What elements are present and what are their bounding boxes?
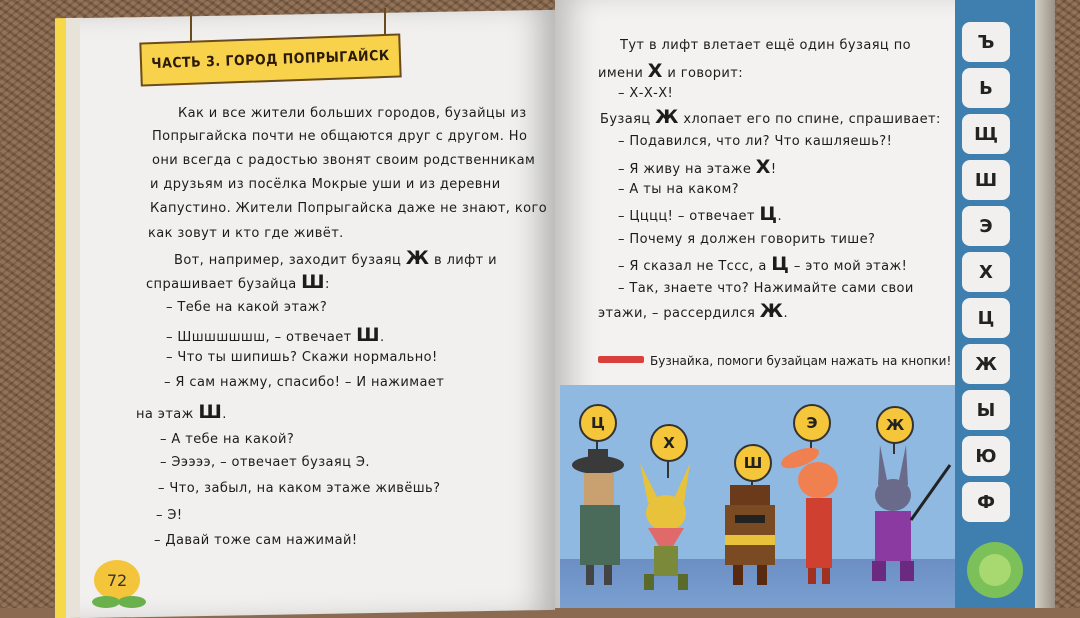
left-line-17: – Э! <box>156 508 183 523</box>
left-line-3: они всегда с радостью звонят своим родственникам <box>152 153 536 168</box>
right-line-3: – Х-Х-Х! <box>618 86 674 101</box>
left-line-6: как зовут и кто где живёт. <box>148 226 344 241</box>
left-line-5: Капустино. Жители Попрыгайска даже не знают, кого <box>150 201 548 216</box>
banner-string-left <box>190 12 192 42</box>
right-line-12-tail: . <box>783 306 788 321</box>
left-line-9: – Тебе на какой этаж? <box>166 300 328 315</box>
balloon-zh: Ж <box>876 406 914 444</box>
big-letter-sh-2: Ш <box>356 324 381 346</box>
left-line-15: – Эээээ, – отвечает бузаяц Э. <box>160 455 370 470</box>
big-letter-kh-2: Х <box>755 156 771 178</box>
big-letter-zh-right-2: Ж <box>759 300 784 322</box>
elevator-button-f[interactable]: Ф <box>962 482 1010 522</box>
left-line-8 <box>146 271 330 293</box>
right-line-2-text: имени <box>598 66 644 81</box>
elevator-button-hard-sign[interactable]: Ъ <box>962 22 1010 62</box>
red-rabbit-character <box>778 440 858 590</box>
left-line-11: – Что ты шипишь? Скажи нормально! <box>166 350 438 365</box>
balloon-sh: Ш <box>734 444 772 482</box>
right-line-12-text: этажи, – рассердился <box>598 306 756 321</box>
hat-rabbit-character <box>570 445 630 590</box>
right-line-2-tail: и говорит: <box>667 66 743 81</box>
right-line-1: Тут в лифт влетает ещё один бузаяц по <box>620 38 911 53</box>
right-line-10-text: – Я сказал не Тссс, а <box>618 259 767 274</box>
left-line-8-text: спрашивает бузайца <box>146 277 297 292</box>
big-letter-zh-right: Ж <box>655 106 679 128</box>
yellow-rabbit-character <box>630 458 705 593</box>
left-line-4: и друзьям из посёлка Мокрые уши и из деревни <box>150 177 501 192</box>
left-line-18: – Давай тоже сам нажимай! <box>154 533 358 548</box>
big-letter-ts-2: Ц <box>771 253 790 275</box>
chapter-title: ЧАСТЬ 3. ГОРОД ПОПРЫГАЙСК <box>139 33 401 86</box>
left-line-10 <box>166 324 385 346</box>
right-line-4-tail: хлопает его по спине, спрашивает: <box>683 112 941 127</box>
elevator-button-soft-sign[interactable]: Ь <box>962 68 1010 108</box>
right-line-5: – Подавился, что ли? Что кашляешь?! <box>618 134 893 149</box>
elevator-button-ts[interactable]: Ц <box>962 298 1010 338</box>
right-line-10 <box>618 253 907 275</box>
elevator-button-yu[interactable]: Ю <box>962 436 1010 476</box>
left-line-13 <box>136 401 227 423</box>
right-line-8 <box>618 203 782 225</box>
left-line-13-text: на этаж <box>136 407 194 422</box>
elevator-button-kh[interactable]: Х <box>962 252 1010 292</box>
right-line-9: – Почему я должен говорить тише? <box>618 232 876 247</box>
big-letter-zh: Ж <box>405 247 430 269</box>
right-line-6-text: – Я живу на этаже <box>618 162 752 177</box>
elevator-button-sh[interactable]: Ш <box>962 160 1010 200</box>
left-line-1: Как и все жители больших городов, бузайцы из <box>178 106 527 121</box>
cabbage-icon <box>965 530 1025 608</box>
left-line-12: – Я сам нажму, спасибо! – И нажимает <box>164 375 445 390</box>
right-line-7: – А ты на каком? <box>618 182 739 197</box>
elevator-button-shch[interactable]: Щ <box>962 114 1010 154</box>
right-line-6 <box>618 156 776 178</box>
left-page-edge <box>55 18 83 618</box>
left-line-7-text: Вот, например, заходит бузаяц <box>174 253 402 268</box>
right-line-12 <box>598 300 788 322</box>
big-letter-sh-3: Ш <box>198 401 223 423</box>
left-line-7-tail: в лифт и <box>434 253 498 268</box>
page-number: 72 <box>94 560 140 600</box>
left-line-10-tail: . <box>380 330 385 345</box>
left-line-14: – А тебе на какой? <box>160 432 295 447</box>
right-line-6-tail: ! <box>770 162 777 177</box>
right-line-11: – Так, знаете что? Нажимайте сами свои <box>618 281 914 296</box>
left-line-13-tail: . <box>222 407 227 422</box>
big-letter-ts: Ц <box>759 203 778 225</box>
right-line-2 <box>598 60 743 82</box>
right-line-4 <box>600 106 941 128</box>
right-line-8-text: – Цццц! – отвечает <box>618 209 755 224</box>
right-line-10-tail: – это мой этаж! <box>793 259 908 274</box>
balloon-kh: Х <box>650 424 688 462</box>
left-line-2: Попрыгайска почти не общаются друг с другом. Но <box>152 129 528 144</box>
left-line-8-tail: : <box>325 277 330 292</box>
pencil-icon <box>598 356 644 363</box>
elevator-button-e[interactable]: Э <box>962 206 1010 246</box>
left-line-7 <box>174 247 497 269</box>
purple-rabbit-character <box>850 445 960 585</box>
elevator-button-y[interactable]: Ы <box>962 390 1010 430</box>
elevator-button-zh[interactable]: Ж <box>962 344 1010 384</box>
flower-leaves-icon <box>88 588 148 608</box>
balloon-ts: Ц <box>579 404 617 442</box>
big-letter-sh: Ш <box>301 271 326 293</box>
balloon-e: Э <box>793 404 831 442</box>
right-line-8-tail: . <box>777 209 782 224</box>
task-prompt: Бузнайка, помоги бузайцам нажать на кнопки! <box>650 354 952 368</box>
right-page-edge <box>1035 0 1055 608</box>
left-line-10-text: – Шшшшшшш, – отвечает <box>166 330 352 345</box>
big-letter-kh: Х <box>647 60 663 82</box>
right-line-4-text: Бузаяц <box>600 112 651 127</box>
left-line-16: – Что, забыл, на каком этаже живёшь? <box>158 481 441 496</box>
